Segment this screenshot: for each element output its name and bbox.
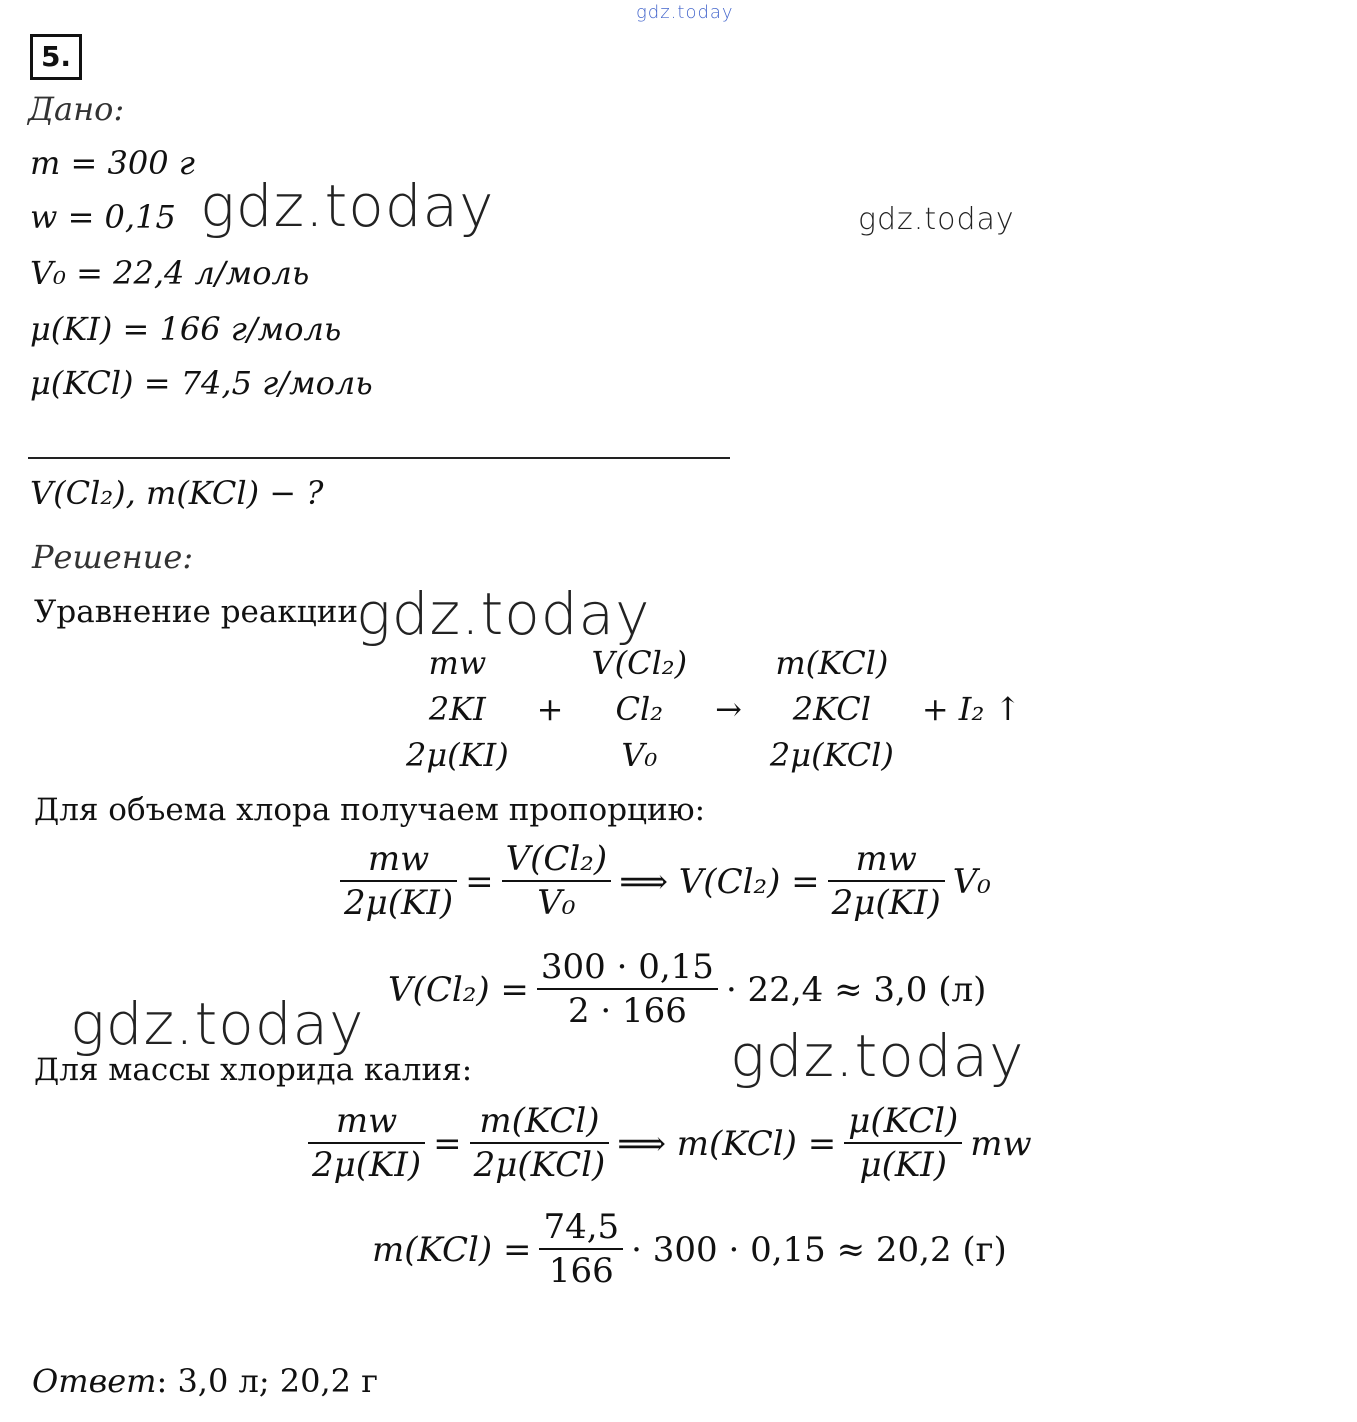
reaction-top-row [392, 640, 1035, 686]
reaction-cl2: Cl₂ [615, 690, 664, 728]
watermark-3: gdz.today [356, 580, 651, 648]
answer-value: : 3,0 л; 20,2 г [156, 1362, 378, 1400]
answer-line [32, 1362, 378, 1400]
given-line-fraction: w = 0,15 [30, 198, 176, 236]
given-line-molar-mass-ki: μ(KI) = 166 г/моль [30, 310, 342, 348]
given-divider [28, 457, 730, 459]
mass-equation-2: m(KCl) = $\frac{74,5}{166}$ · 300 · 0,15 ≈ 20,2 (г) [372, 1207, 1007, 1291]
reaction-label: Уравнение реакции [34, 594, 359, 630]
watermark-4: gdz.today [70, 990, 365, 1058]
volume-label: Для объема хлора получаем пропорцию: [34, 792, 706, 828]
mass-eq1-fraction-3: $\frac{\text{μ(KCl)}}{\mu(KI)}$ [844, 1104, 962, 1183]
watermark-5: gdz.today [730, 1022, 1025, 1090]
reaction-top-cl2: V(Cl₂) [591, 644, 688, 682]
find-line: V(Cl₂), m(KCl) − ? [30, 474, 324, 512]
mass-equation-1: $\frac{mw}{2\mu(KI)}$ = $\frac{\text{m(KCl)}}{\text{2μ(KCl)}}$ ⟹ m(KCl) = $\frac{\text{μ(KCl)}}{\mu(KI)}$ mw [304, 1104, 1036, 1183]
given-line-molar-volume: V₀ = 22,4 л/моль [30, 254, 310, 292]
mass-eq2-fraction: $\frac{74,5}{166}$ [539, 1210, 623, 1289]
mass-eq1-fraction-2: $\frac{\text{m(KCl)}}{\text{2μ(KCl)}}$ [470, 1104, 610, 1183]
volume-equation-2: V(Cl₂) = $\frac{300 \cdot 0,15}{2 \cdot 166}$ · 22,4 ≈ 3,0 (л) [388, 947, 987, 1031]
given-heading: Дано: [28, 90, 125, 128]
solution-heading: Решение: [32, 538, 194, 576]
reaction-middle-row [392, 686, 1035, 732]
mass-label: Для массы хлорида калия: [34, 1052, 473, 1088]
given-line-molar-mass-kcl: μ(KCl) = 74,5 г/моль [30, 364, 373, 402]
reaction-bottom-row [392, 732, 1035, 778]
reaction-kcl: 2KCl [792, 690, 871, 728]
reaction-top-kcl: m(KCl) [775, 644, 889, 682]
reaction-plus: + [536, 690, 564, 728]
reaction-bottom-ki: 2μ(KI) [406, 736, 509, 774]
reaction-top-ki: mw [428, 644, 487, 682]
reaction-ki: 2KI [428, 690, 486, 728]
reaction-arrow: → [715, 690, 742, 728]
volume-eq1-fraction-1: $\frac{mw}{2\mu(KI)}$ [340, 842, 457, 921]
watermark-2: gdz.today [858, 202, 1015, 237]
watermark-top: gdz.today [636, 2, 734, 23]
reaction-bottom-kcl: 2μ(KCl) [769, 736, 894, 774]
volume-eq2-fraction: $\frac{300 \cdot 0,15}{2 \cdot 166}$ [537, 950, 718, 1029]
reaction-i2: + I₂ ↑ [921, 690, 1022, 728]
reaction-equation [392, 640, 1035, 778]
mass-eq1-fraction-1: $\frac{mw}{2\mu(KI)}$ [308, 1104, 425, 1183]
volume-eq1-fraction-3: $\frac{mw}{2\mu(KI)}$ [828, 842, 945, 921]
answer-label: Ответ [32, 1362, 157, 1400]
volume-eq1-fraction-2: $\frac{\text{V(Cl₂)}}{\text{V₀}}$ [502, 842, 612, 921]
given-line-mass: m = 300 г [30, 144, 195, 182]
watermark-1: gdz.today [200, 172, 495, 240]
problem-number: 5. [30, 34, 82, 80]
volume-equation-1: $\frac{mw}{2\mu(KI)}$ = $\frac{\text{V(Cl₂)}}{\text{V₀}}$ ⟹ V(Cl₂) = $\frac{mw}{2\mu(KI)}$ V₀ [336, 842, 995, 921]
reaction-bottom-cl2: V₀ [621, 736, 658, 774]
